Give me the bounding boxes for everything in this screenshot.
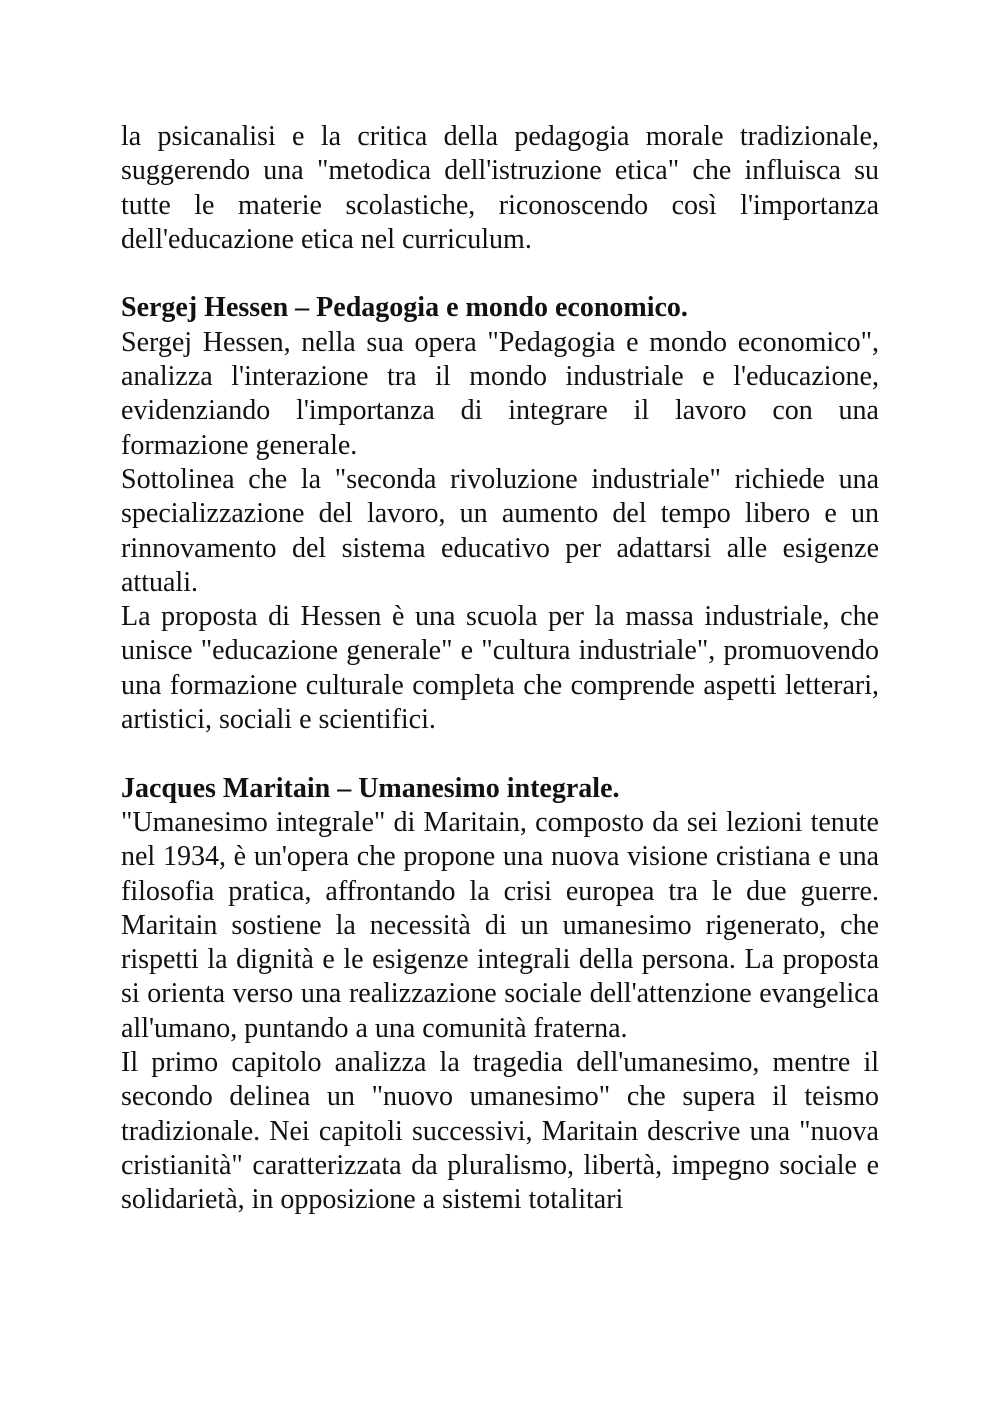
section-spacer [121, 257, 879, 291]
maritain-heading: Jacques Maritain – Umanesimo integrale. [121, 772, 620, 804]
hessen-heading: Sergej Hessen – Pedagogia e mondo economico. [121, 292, 688, 324]
section-spacer [121, 737, 879, 771]
hessen-paragraph-3: La proposta di Hessen è una scuola per la massa industriale, che unisce "educazione generale" e "cultura industriale", promuovendo una formazione culturale completa che comprende aspetti letterari, artistici, sociali e scientifici. [121, 601, 879, 736]
maritain-paragraph-2: Il primo capitolo analizza la tragedia dell'umanesimo, mentre il secondo delinea un "nuovo umanesimo" che supera il teismo tradizionale. Nei capitoli successivi, Maritain descrive una "nuova cristianità" caratterizzata da pluralismo, libertà, impegno sociale e solidarietà, in opposizione a sistemi totalitari [121, 1047, 879, 1216]
hessen-paragraph-1: Sergej Hessen, nella sua opera "Pedagogia e mondo economico", analizza l'interazione tra il mondo industriale e l'educazione, evidenziando l'importanza di integrare il lavoro con una formazione generale. [121, 326, 879, 461]
maritain-paragraph-1: "Umanesimo integrale" di Maritain, composto da sei lezioni tenute nel 1934, è un'opera che propone una nuova visione cristiana e una filosofia pratica, affrontando la crisi europea tra le due guerre. Maritain sostiene la necessità di un umanesimo rigenerato, che rispetti la dignità e le esigenze integrali della persona. La proposta si orienta verso una realizzazione sociale dell'attenzione evangelica all'umano, puntando a una comunità fraterna. [121, 806, 879, 1044]
maritain-section [121, 772, 879, 1218]
intro-continuation-paragraph: la psicanalisi e la critica della pedagogia morale tradizionale, suggerendo una "metodica dell'istruzione etica" che influisca su tutte le materie scolastiche, riconoscendo così l'importanza dell'educazione etica nel curriculum. [121, 121, 879, 255]
hessen-paragraph-2: Sottolinea che la "seconda rivoluzione industriale" richiede una specializzazione del lavoro, un aumento del tempo libero e un rinnovamento del sistema educativo per adattarsi alle esigenze attuali. [121, 463, 879, 598]
document-page [121, 120, 879, 1218]
hessen-section [121, 291, 879, 737]
